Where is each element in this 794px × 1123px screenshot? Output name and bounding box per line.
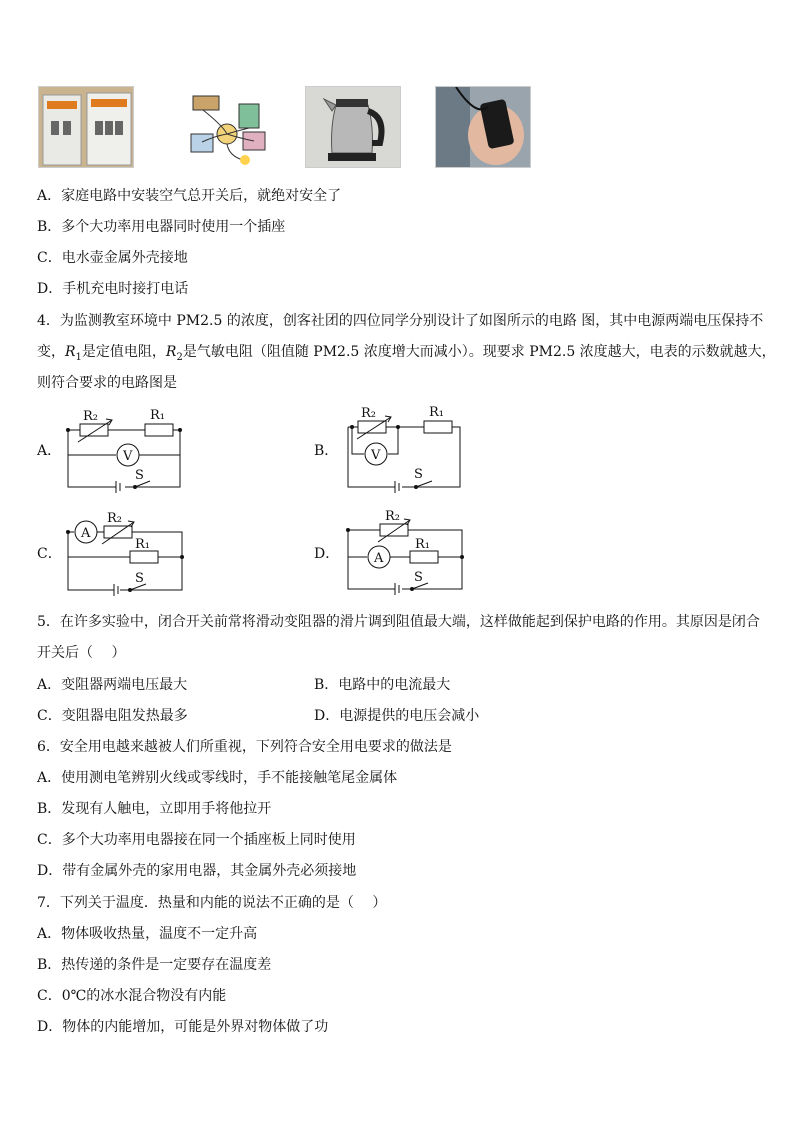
circuit-c-r2-label: R₂ — [107, 511, 122, 526]
circuit-c-ammeter-label: A — [81, 526, 91, 541]
q6-option-d: D．带有金属外壳的家用电器，其金属外壳必须接地 — [37, 863, 357, 879]
q3-option-c: C．电水壶金属外壳接地 — [37, 250, 188, 266]
q4-r2-sub: 2 — [176, 351, 183, 363]
q4-r2-symbol: R — [165, 344, 177, 360]
q4-stem-line3: 则符合要求的电路图是 — [37, 375, 177, 391]
q5-option-d: D．电源提供的电压会减小 — [314, 708, 480, 724]
circuit-a-switch-label: S — [135, 468, 144, 483]
q5-option-c: C．变阻器电阻发热最多 — [37, 708, 188, 724]
q4-circuit-diagrams — [0, 400, 794, 600]
circuit-b-r2-label: R₂ — [361, 406, 376, 421]
q7-option-a: A．物体吸收热量，温度不一定升高 — [37, 926, 258, 942]
photo-overloaded-socket — [183, 86, 279, 168]
circuit-d-ammeter-label: A — [374, 551, 384, 566]
q4-text-b: 是定值电阻， — [81, 344, 166, 360]
circuit-c-r1-label: R₁ — [135, 537, 150, 552]
q4-text-a: 变， — [37, 344, 65, 360]
q4-text-c: 是气敏电阻（阻值随 PM2.5 浓度增大而减小）。现要求 PM2.5 浓度越大，电表的示数就越大， — [182, 344, 776, 360]
circuit-a-label: A． — [37, 443, 62, 459]
q6-stem: 6．安全用电越来越被人们所重视，下列符合安全用电要求的做法是 — [37, 739, 452, 755]
q5-stem-line2: 开关后（ ） — [37, 645, 126, 661]
q4-stem-line1: 4．为监测教室环境中 PM2.5 的浓度，创客社团的四位同学分别设计了如图所示的电路 图，其中电源两端电压保持不 — [37, 313, 764, 329]
photo-electric-kettle — [305, 86, 401, 168]
q3-option-b: B．多个大功率用电器同时使用一个插座 — [37, 219, 286, 235]
q7-stem: 7．下列关于温度．热量和内能的说法不正确的是（ ） — [37, 895, 387, 911]
q6-option-b: B．发现有人触电，立即用手将他拉开 — [37, 801, 272, 817]
circuit-a-voltmeter-label: V — [123, 449, 133, 464]
q3-option-d: D．手机充电时接打电话 — [37, 281, 189, 297]
q7-option-b: B．热传递的条件是一定要存在温度差 — [37, 957, 272, 973]
circuit-b-voltmeter-label: V — [371, 448, 381, 463]
q6-option-c: C．多个大功率用电器接在同一个插座板上同时使用 — [37, 832, 356, 848]
q5-option-a: A．变阻器两端电压最大 — [37, 677, 188, 693]
circuit-d-label: D． — [314, 546, 340, 562]
circuit-a-r1-label: R₁ — [150, 408, 165, 423]
q4-r1-symbol: R — [65, 344, 76, 360]
circuit-d-switch-label: S — [414, 570, 423, 585]
circuit-d-r2-label: R₂ — [385, 509, 400, 524]
circuit-c-switch-label: S — [135, 571, 144, 586]
circuit-b-label: B． — [314, 443, 339, 459]
photo-phone-charging — [435, 86, 531, 168]
q3-option-a: A．家庭电路中安装空气总开关后，就绝对安全了 — [37, 188, 342, 204]
q4-r1-sub: 1 — [75, 351, 82, 363]
q4-stem-line2 — [37, 342, 776, 368]
photo-circuit-breakers — [38, 86, 134, 168]
q5-option-b: B．电路中的电流最大 — [314, 677, 451, 693]
circuit-c-label: C． — [37, 546, 62, 562]
circuit-d-r1-label: R₁ — [415, 537, 430, 552]
circuit-d — [348, 519, 462, 595]
circuit-a-r2-label: R₂ — [83, 409, 98, 424]
q7-option-d: D．物体的内能增加，可能是外界对物体做了功 — [37, 1019, 329, 1035]
q5-stem-line1: 5．在许多实验中，闭合开关前常将滑动变阻器的滑片调到阻值最大端，这样做能起到保护电路的作用。其原因是闭合 — [37, 614, 760, 630]
circuit-b-switch-label: S — [414, 467, 423, 482]
circuit-b-r1-label: R₁ — [429, 405, 444, 420]
q6-option-a: A．使用测电笔辨别火线或零线时，手不能接触笔尾金属体 — [37, 770, 398, 786]
circuit-b — [348, 416, 460, 493]
q7-option-c: C．0℃的冰水混合物没有内能 — [37, 988, 227, 1004]
